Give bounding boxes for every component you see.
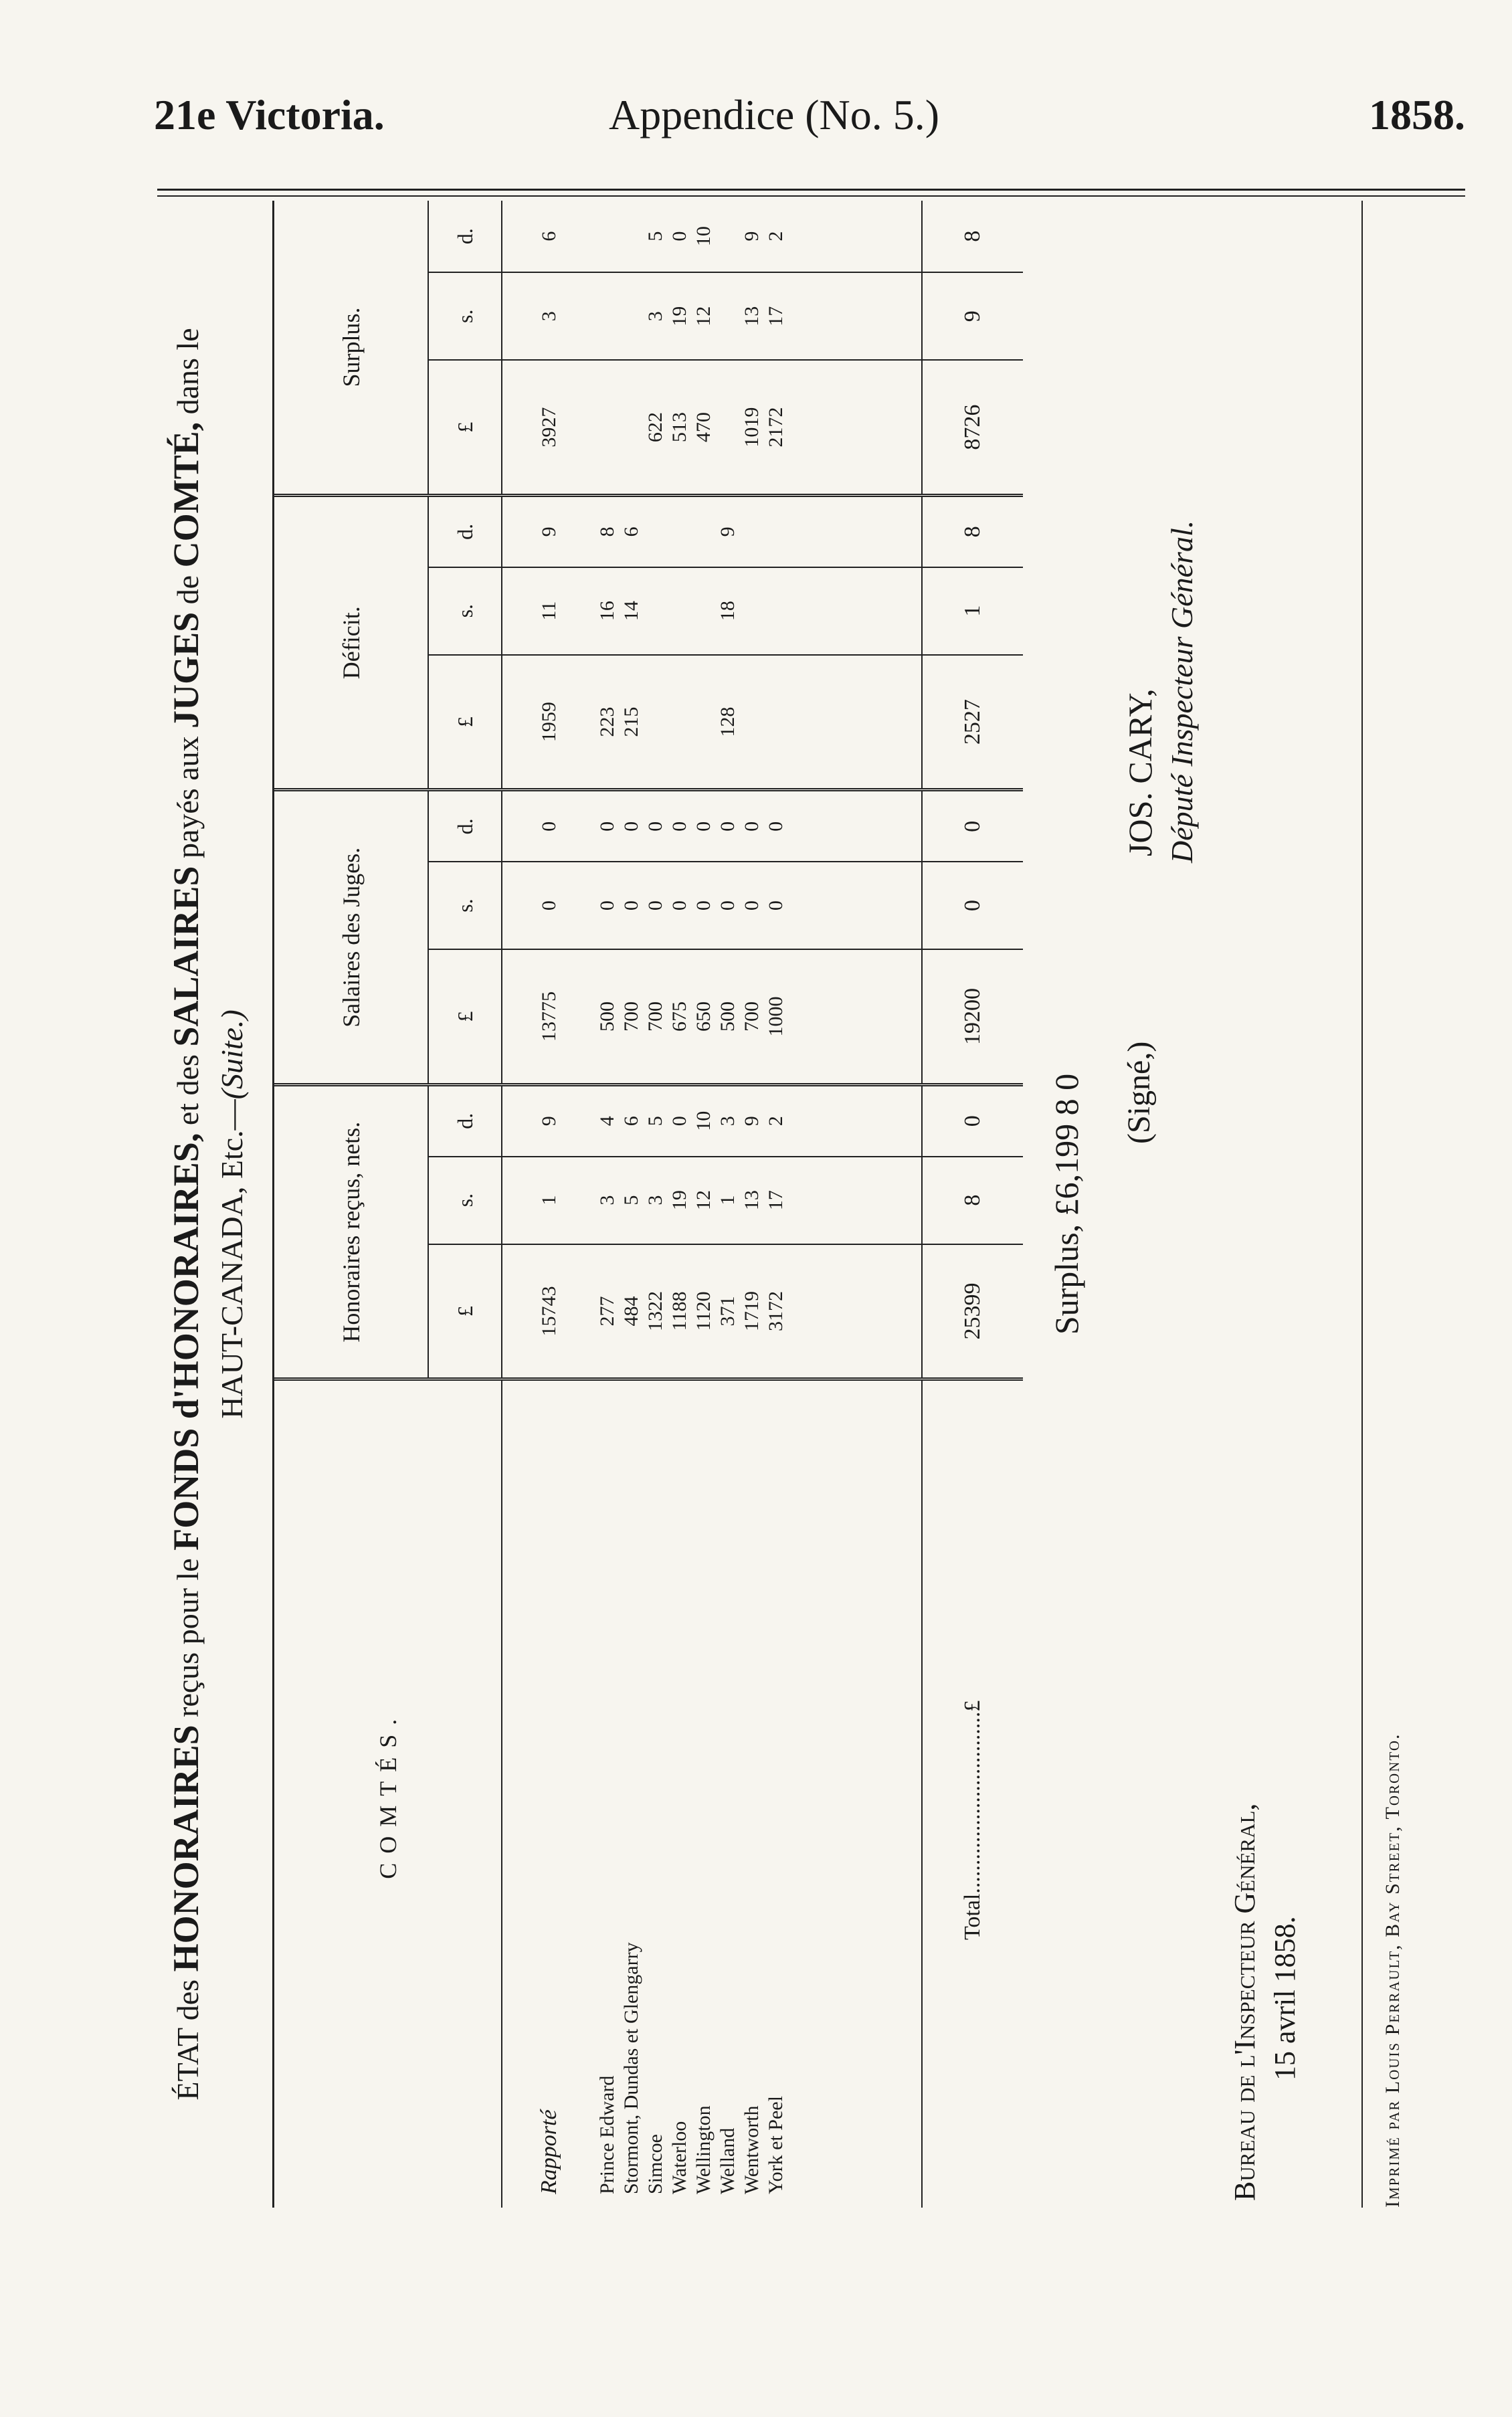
surplus-summary: Surplus, £6,199 8 0 xyxy=(1048,1073,1085,1335)
unit-pence: d. xyxy=(428,1084,502,1156)
cell: 1 xyxy=(716,1157,740,1244)
cell: 3 xyxy=(595,1157,620,1244)
signed-label: (Signé,) xyxy=(1121,1041,1157,1144)
cell: 8 xyxy=(922,496,1023,567)
cell xyxy=(764,655,788,790)
cell xyxy=(644,567,668,655)
header-appendix: Appendice (No. 5.) xyxy=(609,91,940,138)
cell: 17 xyxy=(764,272,788,360)
cell xyxy=(620,201,644,272)
title-text: HAUT-CANADA, Etc.— xyxy=(215,1099,249,1419)
cell: 9 xyxy=(502,1084,595,1156)
group-header: Déficit. xyxy=(274,496,428,790)
cell: 6 xyxy=(537,231,560,241)
cell: 4 xyxy=(595,1084,620,1156)
cell: 1322 xyxy=(644,1244,668,1379)
header-rule xyxy=(157,189,1465,191)
title-text: payés aux xyxy=(171,736,205,859)
title-text: COMTÉ, xyxy=(166,421,206,568)
cell: 650 xyxy=(692,949,716,1084)
title-text: reçus pour le xyxy=(171,1558,205,1717)
document-title xyxy=(164,227,254,2201)
cell: 700 xyxy=(740,949,764,1084)
cell: 9 xyxy=(922,272,1023,360)
county-name: York et Peel xyxy=(764,1379,788,2208)
unit-shillings: s. xyxy=(428,567,502,655)
cell: 14 xyxy=(620,567,644,655)
county-name: Prince Edward xyxy=(595,1379,620,2208)
county-name: Waterloo xyxy=(668,1379,692,2208)
title-text: JUGES xyxy=(166,611,206,729)
rapporte-label: Rapporté xyxy=(502,1379,595,2208)
cell: 484 xyxy=(620,1244,644,1379)
title-text: dans le xyxy=(171,328,205,415)
unit-pence: d. xyxy=(452,228,477,245)
cell: 19 xyxy=(668,272,692,360)
cell: 11 xyxy=(502,567,595,655)
cell: 277 xyxy=(595,1244,620,1379)
cell xyxy=(668,496,692,567)
county-name: Stormont, Dundas et Glengarry xyxy=(620,1379,644,2208)
cell: 19 xyxy=(668,1157,692,1244)
fees-table xyxy=(274,201,1023,2208)
group-header: Surplus. xyxy=(337,307,365,387)
cell: 1719 xyxy=(740,1244,764,1379)
unit-pence: d. xyxy=(428,790,502,862)
cell: 0 xyxy=(740,862,764,949)
table-row xyxy=(595,201,620,2208)
cell: 0 xyxy=(595,790,620,862)
cell xyxy=(668,567,692,655)
cell: 700 xyxy=(644,949,668,1084)
cell: 9 xyxy=(741,231,763,241)
county-name: Wentworth xyxy=(740,1379,764,2208)
table-row-total xyxy=(922,201,1023,2208)
title-text: HONORAIRES xyxy=(166,1725,206,1972)
bureau-date: 15 avril 1858. xyxy=(1268,1916,1301,2081)
bureau-line: Bureau de l'Inspecteur Général, xyxy=(1228,1803,1261,2201)
cell: 1959 xyxy=(502,655,595,790)
unit-shillings: s. xyxy=(428,272,502,360)
cell: 0 xyxy=(692,862,716,949)
cell: 3 xyxy=(644,1157,668,1244)
cell: 0 xyxy=(668,231,690,241)
cell: 0 xyxy=(502,862,595,949)
cell: 1120 xyxy=(692,1244,716,1379)
cell: 0 xyxy=(716,862,740,949)
signer-title: Député Inspecteur Général. xyxy=(1165,520,1199,863)
table-row-rapporte xyxy=(502,201,595,2208)
cell: 10 xyxy=(692,1084,716,1156)
cell: 1000 xyxy=(764,949,788,1084)
table-row xyxy=(740,201,764,2208)
cell xyxy=(644,496,668,567)
table-row xyxy=(668,201,692,2208)
cell: 6 xyxy=(620,496,644,567)
cell: 0 xyxy=(668,1084,692,1156)
signer-name: JOS. CARY, xyxy=(1121,688,1159,856)
table-row xyxy=(620,201,644,2208)
cell xyxy=(716,201,740,272)
unit-pounds: £ xyxy=(428,1244,502,1379)
title-text: FONDS d'HONORAIRES, xyxy=(166,1133,206,1551)
table-row xyxy=(692,201,716,2208)
cell: 12 xyxy=(692,272,716,360)
comtes-header: COMTÉS. xyxy=(274,1379,502,2208)
cell: 371 xyxy=(716,1244,740,1379)
unit-pounds: £ xyxy=(428,360,502,495)
cell: 0 xyxy=(740,790,764,862)
unit-pounds: £ xyxy=(428,949,502,1084)
cell: 0 xyxy=(644,862,668,949)
cell: 19200 xyxy=(922,949,1023,1084)
cell: 8 xyxy=(922,1157,1023,1244)
rotated-page-content xyxy=(157,201,1465,2208)
table-row xyxy=(644,201,668,2208)
cell xyxy=(740,655,764,790)
cell: 215 xyxy=(620,655,644,790)
cell: 0 xyxy=(620,790,644,862)
county-name: Wellington xyxy=(692,1379,716,2208)
cell: 0 xyxy=(644,790,668,862)
cell: 3927 xyxy=(502,360,595,495)
title-text: SALAIRES xyxy=(166,866,206,1047)
cell: 500 xyxy=(595,949,620,1084)
cell xyxy=(764,567,788,655)
cell: 128 xyxy=(716,655,740,790)
county-name: Simcoe xyxy=(644,1379,668,2208)
cell xyxy=(620,272,644,360)
cell xyxy=(620,360,644,495)
cell: 3 xyxy=(502,272,595,360)
cell xyxy=(595,272,620,360)
county-name: Welland xyxy=(716,1379,740,2208)
title-text: et des xyxy=(171,1054,205,1126)
table-group-header-row xyxy=(274,201,428,2208)
cell xyxy=(668,655,692,790)
cell: 3 xyxy=(716,1084,740,1156)
cell: 223 xyxy=(595,655,620,790)
cell: 0 xyxy=(620,862,644,949)
cell: 5 xyxy=(620,1157,644,1244)
total-label: Total................................£ xyxy=(922,1379,1023,2208)
cell xyxy=(692,655,716,790)
total-currency: £ xyxy=(960,1700,985,1712)
cell: 8726 xyxy=(922,360,1023,495)
cell: 0 xyxy=(716,790,740,862)
cell xyxy=(716,272,740,360)
cell: 3 xyxy=(644,272,668,360)
cell: 13775 xyxy=(502,949,595,1084)
cell: 9 xyxy=(502,496,595,567)
cell: 0 xyxy=(595,862,620,949)
cell: 12 xyxy=(692,1157,716,1244)
cell: 500 xyxy=(716,949,740,1084)
cell: 470 xyxy=(692,360,716,495)
cell: 0 xyxy=(692,790,716,862)
cell: 0 xyxy=(922,1084,1023,1156)
header-rule-2 xyxy=(157,195,1465,197)
cell: 0 xyxy=(922,862,1023,949)
cell xyxy=(764,496,788,567)
cell: 9 xyxy=(740,1084,764,1156)
cell: 8 xyxy=(922,201,1023,272)
cell: 2 xyxy=(764,1084,788,1156)
cell: 13 xyxy=(740,272,764,360)
cell: 2172 xyxy=(764,360,788,495)
cell: 25399 xyxy=(922,1244,1023,1379)
cell: 513 xyxy=(668,360,692,495)
group-header: Salaires des Juges. xyxy=(274,790,428,1084)
title-text: ÉTAT des xyxy=(171,1979,205,2101)
cell: 16 xyxy=(595,567,620,655)
unit-shillings: s. xyxy=(428,1157,502,1244)
cell: 18 xyxy=(716,567,740,655)
cell: 0 xyxy=(922,790,1023,862)
cell: 0 xyxy=(502,790,595,862)
cell xyxy=(644,655,668,790)
header-year: 1858. xyxy=(1369,91,1465,138)
cell xyxy=(692,496,716,567)
page-header xyxy=(154,90,1465,157)
title-suite: (Suite.) xyxy=(215,1009,249,1100)
cell: 2 xyxy=(765,231,787,241)
cell: 5 xyxy=(644,1084,668,1156)
cell: 3172 xyxy=(764,1244,788,1379)
cell: 1 xyxy=(502,1157,595,1244)
cell xyxy=(740,496,764,567)
cell: 0 xyxy=(764,790,788,862)
cell: 13 xyxy=(740,1157,764,1244)
cell: 1 xyxy=(922,567,1023,655)
table-row xyxy=(764,201,788,2208)
total-text: Total xyxy=(960,1893,985,1940)
cell: 9 xyxy=(716,496,740,567)
cell: 622 xyxy=(644,360,668,495)
cell: 10 xyxy=(692,226,715,247)
cell xyxy=(595,201,620,272)
cell: 1019 xyxy=(740,360,764,495)
title-text: de xyxy=(171,575,205,605)
spacer-row xyxy=(788,201,922,2208)
unit-pence: d. xyxy=(428,496,502,567)
cell xyxy=(716,360,740,495)
cell xyxy=(692,567,716,655)
table-row xyxy=(716,201,740,2208)
cell xyxy=(595,360,620,495)
cell: 0 xyxy=(764,862,788,949)
unit-shillings: s. xyxy=(428,862,502,949)
cell: 5 xyxy=(644,231,666,241)
county-rows xyxy=(595,201,788,2208)
cell: 0 xyxy=(668,790,692,862)
cell: 15743 xyxy=(502,1244,595,1379)
unit-pounds: £ xyxy=(428,655,502,790)
cell: 2527 xyxy=(922,655,1023,790)
printer-imprint: Imprimé par Louis Perrault, Bay Street, Toronto. xyxy=(1382,1733,1404,2208)
printer-rule xyxy=(1361,201,1363,2208)
cell: 700 xyxy=(620,949,644,1084)
cell: 0 xyxy=(668,862,692,949)
cell xyxy=(740,567,764,655)
header-session: 21e Victoria. xyxy=(154,91,385,138)
cell: 17 xyxy=(764,1157,788,1244)
group-header: Honoraires reçus, nets. xyxy=(274,1084,428,1379)
cell: 1188 xyxy=(668,1244,692,1379)
cell: 8 xyxy=(595,496,620,567)
cell: 675 xyxy=(668,949,692,1084)
cell: 6 xyxy=(620,1084,644,1156)
